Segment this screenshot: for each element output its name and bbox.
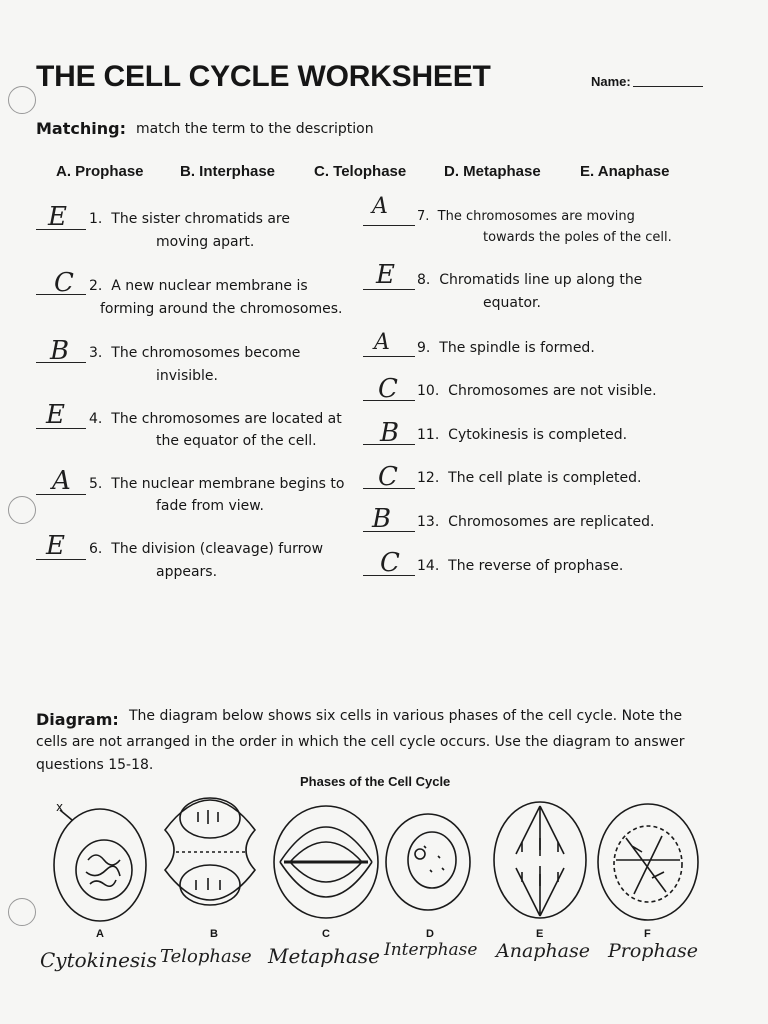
answer-line-13: [363, 531, 415, 532]
question-3: 3. The chromosomes become: [89, 345, 301, 361]
answer-10[interactable]: C: [378, 374, 398, 404]
answer-9[interactable]: A: [374, 330, 390, 355]
handwritten-label-b[interactable]: Telophase: [160, 946, 252, 967]
question-11: 11. Cytokinesis is completed.: [417, 427, 628, 443]
question-10: 10. Chromosomes are not visible.: [417, 383, 657, 399]
question-7-line2: towards the poles of the cell.: [483, 230, 672, 245]
answer-12[interactable]: C: [378, 462, 398, 492]
term-d: D. Metaphase: [444, 163, 541, 180]
diagram-text-line3: questions 15-18.: [36, 757, 154, 773]
figure-title: Phases of the Cell Cycle: [300, 774, 451, 789]
cell-e: [494, 802, 586, 918]
cell-a: [54, 809, 146, 921]
cell-d: [386, 814, 470, 910]
diagram-text-line2: cells are not arranged in the order in which the cell cycle occurs. Use the diagram to answer: [36, 734, 685, 750]
term-a: A. Prophase: [56, 163, 144, 180]
handwritten-label-a[interactable]: Cytokinesis: [40, 948, 157, 972]
question-4-line2: the equator of the cell.: [156, 433, 317, 449]
answer-line-7: [363, 225, 415, 226]
cell-f: [598, 804, 698, 920]
question-7: 7. The chromosomes are moving: [417, 209, 635, 224]
matching-instruction: match the term to the description: [136, 121, 374, 137]
handwritten-label-f[interactable]: Prophase: [608, 940, 699, 962]
cell-label-b: B: [210, 928, 218, 940]
answer-line-6: [36, 559, 86, 560]
answer-line-12: [363, 488, 415, 489]
cell-label-e: E: [536, 928, 544, 940]
diagram-heading: Diagram:: [36, 710, 119, 729]
answer-line-10: [363, 400, 415, 401]
question-9: 9. The spindle is formed.: [417, 340, 595, 356]
name-label: Name:: [591, 74, 631, 89]
punch-hole-middle: [8, 496, 36, 524]
question-2: 2. A new nuclear membrane is: [89, 278, 308, 294]
question-5: 5. The nuclear membrane begins to: [89, 476, 345, 492]
answer-line-1: [36, 229, 86, 230]
punch-hole-top: [8, 86, 36, 114]
answer-line-9: [363, 356, 415, 357]
answer-6[interactable]: E: [46, 531, 65, 561]
cell-label-c: C: [322, 928, 330, 940]
answer-line-3: [36, 362, 86, 363]
name-field[interactable]: [633, 86, 703, 87]
answer-line-2: [36, 294, 86, 295]
answer-line-4: [36, 428, 86, 429]
answer-13[interactable]: B: [372, 504, 392, 534]
cell-b: [165, 798, 255, 905]
answer-3[interactable]: B: [50, 336, 70, 366]
answer-7[interactable]: A: [372, 194, 388, 219]
answer-8[interactable]: E: [376, 260, 395, 290]
handwritten-label-d[interactable]: Interphase: [384, 940, 478, 960]
answer-line-14: [363, 575, 415, 576]
answer-4[interactable]: E: [46, 400, 65, 430]
question-1: 1. The sister chromatids are: [89, 211, 290, 227]
question-8-line2: equator.: [483, 295, 541, 311]
answer-14[interactable]: C: [380, 548, 400, 578]
diagram-text-line1: The diagram below shows six cells in various phases of the cell cycle. Note the: [129, 708, 683, 724]
term-b: B. Interphase: [180, 163, 276, 180]
question-1-line2: moving apart.: [156, 234, 255, 250]
answer-line-8: [363, 289, 415, 290]
question-8: 8. Chromatids line up along the: [417, 272, 643, 288]
question-5-line2: fade from view.: [156, 498, 264, 514]
matching-heading: Matching:: [36, 119, 126, 138]
question-14: 14. The reverse of prophase.: [417, 558, 624, 574]
handwritten-label-c[interactable]: Metaphase: [268, 944, 380, 968]
answer-11[interactable]: B: [380, 418, 400, 448]
term-c: C. Telophase: [314, 163, 407, 180]
handwritten-label-e[interactable]: Anaphase: [496, 940, 591, 962]
question-3-line2: invisible.: [156, 368, 218, 384]
cell-cycle-diagram: [0, 780, 768, 930]
term-e: E. Anaphase: [580, 163, 670, 180]
answer-line-5: [36, 494, 86, 495]
question-4: 4. The chromosomes are located at: [89, 411, 342, 427]
x-mark: x: [56, 800, 64, 814]
cell-label-d: D: [426, 928, 434, 940]
answer-2[interactable]: C: [54, 268, 74, 298]
cell-label-a: A: [96, 928, 104, 940]
question-2-line2: forming around the chromosomes.: [100, 301, 343, 317]
question-12: 12. The cell plate is completed.: [417, 470, 642, 486]
cell-c: [274, 806, 378, 918]
answer-line-11: [363, 444, 415, 445]
question-13: 13. Chromosomes are replicated.: [417, 514, 655, 530]
page-title: THE CELL CYCLE WORKSHEET: [36, 60, 491, 93]
question-6-line2: appears.: [156, 564, 218, 580]
answer-1[interactable]: E: [48, 202, 67, 232]
answer-5[interactable]: A: [52, 466, 71, 496]
question-6: 6. The division (cleavage) furrow: [89, 541, 324, 557]
cell-label-f: F: [644, 928, 651, 940]
